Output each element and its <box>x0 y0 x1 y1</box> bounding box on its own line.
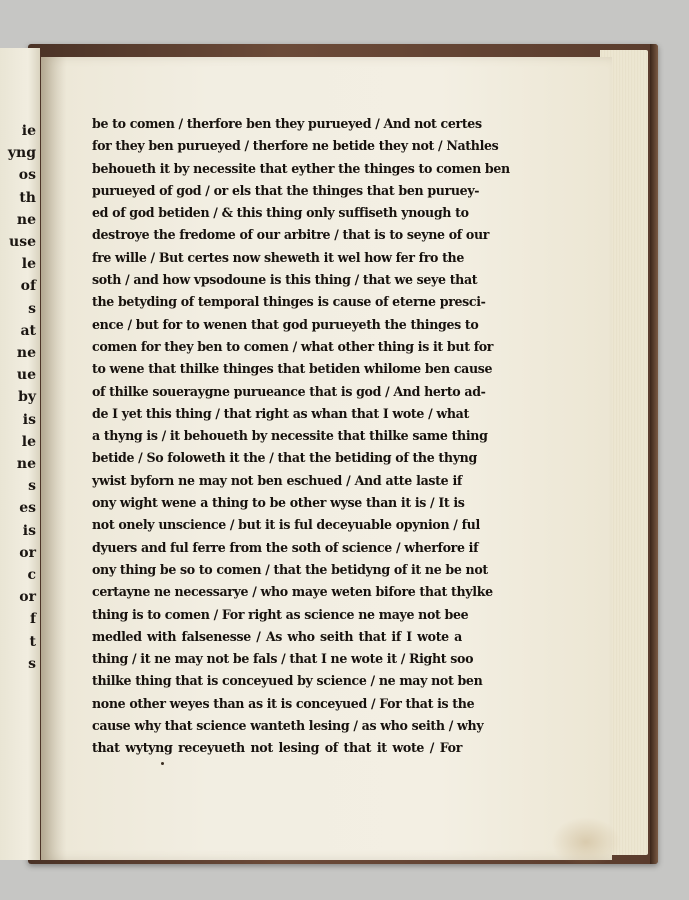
book-cover-edge <box>650 44 658 864</box>
left-text-fragment: f <box>29 611 36 628</box>
left-facing-page <box>0 48 40 860</box>
text-line: betide / So foloweth it the / that the betiding of the thyng <box>92 450 477 466</box>
text-line: the betyding of temporal thinges is cause of eterne presci- <box>92 294 486 310</box>
right-page <box>41 57 612 860</box>
left-text-fragment: or <box>19 589 36 606</box>
left-text-fragment: of <box>20 278 36 295</box>
left-text-fragment: is <box>22 411 36 428</box>
text-line: that wytyng receyueth not lesing of that it wote / For <box>92 740 462 756</box>
text-line: certayne ne necessarye / who maye weten bifore that thylke <box>92 584 493 600</box>
text-line: ony thing be so to comen / that the betidyng of it ne be not <box>92 561 488 577</box>
text-line: ony wight wene a thing to be other wyse than it is / It is <box>92 495 465 511</box>
left-text-fragment: use <box>9 234 36 251</box>
text-line: medled with falsenesse / As who seith that if I wote a <box>92 628 462 644</box>
text-line: a thyng is / it behoueth by necessite that thilke same thing <box>92 428 488 444</box>
left-text-fragment: th <box>19 189 36 206</box>
left-text-fragment: at <box>20 322 36 339</box>
left-text-fragment: s <box>28 478 36 495</box>
text-line: de I yet this thing / that right as whan that I wote / what <box>92 405 469 421</box>
page-text-block <box>92 113 510 760</box>
text-line: not onely unscience / but it is ful deceyuable opynion / ful <box>92 517 480 533</box>
left-text-fragment: by <box>18 389 36 406</box>
left-text-fragment: is <box>22 522 36 539</box>
text-line: for they ben purueyed / therfore ne betide they not / Nathles <box>92 138 499 154</box>
text-line: purueyed of god / or els that the thinges that ben puruey- <box>92 182 480 198</box>
text-line: cause why that science wanteth lesing / as who seith / why <box>92 718 484 734</box>
text-line: soth / and how vpsodoune is this thing / that we seye that <box>92 272 478 288</box>
text-line: none other weyes than as it is conceyued / For that is the <box>92 695 475 711</box>
left-text-fragment: ne <box>16 456 36 473</box>
left-text-fragment: le <box>21 433 36 450</box>
left-text-fragment: t <box>29 633 36 650</box>
text-line: of thilke soueraygne purueance that is god / And herto ad- <box>92 383 486 399</box>
text-line: comen for they ben to comen / what other thing is it but for <box>92 338 494 354</box>
left-text-fragment: os <box>18 167 36 184</box>
text-line: ed of god betiden / & this thing only suffiseth ynough to <box>92 205 469 221</box>
text-line: fre wille / But certes now sheweth it wel how fer fro the <box>92 249 465 265</box>
text-line: ence / but for to wenen that god purueyeth the thinges to <box>92 316 479 332</box>
text-line: thilke thing that is conceyued by science / ne may not ben <box>92 673 483 689</box>
left-text-fragment: ne <box>16 211 36 228</box>
foxing-stain <box>551 817 621 867</box>
text-line: ywist byforn ne may not ben eschued / And atte laste if <box>92 472 462 488</box>
text-line: thing is to comen / For right as science ne maye not bee <box>92 606 469 622</box>
left-text-fragment: ue <box>16 367 36 384</box>
text-line: to wene that thilke thinges that betiden whilome ben cause <box>92 361 493 377</box>
left-text-fragment: ie <box>21 123 36 139</box>
text-line: thing / it ne may not be fals / that I ne wote it / Right soo <box>92 651 474 667</box>
left-text-fragment: es <box>19 500 36 517</box>
left-page-text-fragments <box>0 120 40 675</box>
left-text-fragment: yng <box>7 145 36 162</box>
text-line: dyuers and ful ferre from the soth of science / wherfore if <box>92 539 479 555</box>
text-line: behoueth it by necessite that eyther the thinges to comen ben <box>92 160 510 176</box>
text-line: be to comen / therfore ben they purueyed / And not certes <box>92 116 482 131</box>
left-text-fragment: le <box>21 256 36 273</box>
text-line: destroye the fredome of our arbitre / that is to seyne of our <box>92 227 490 243</box>
left-text-fragment: s <box>28 655 36 672</box>
left-text-fragment: c <box>27 567 36 584</box>
left-text-fragment: or <box>19 544 36 561</box>
gutter-shadow <box>41 57 67 860</box>
left-text-fragment: ne <box>16 345 36 362</box>
ink-spot <box>161 762 164 765</box>
left-text-fragment: s <box>28 300 36 317</box>
